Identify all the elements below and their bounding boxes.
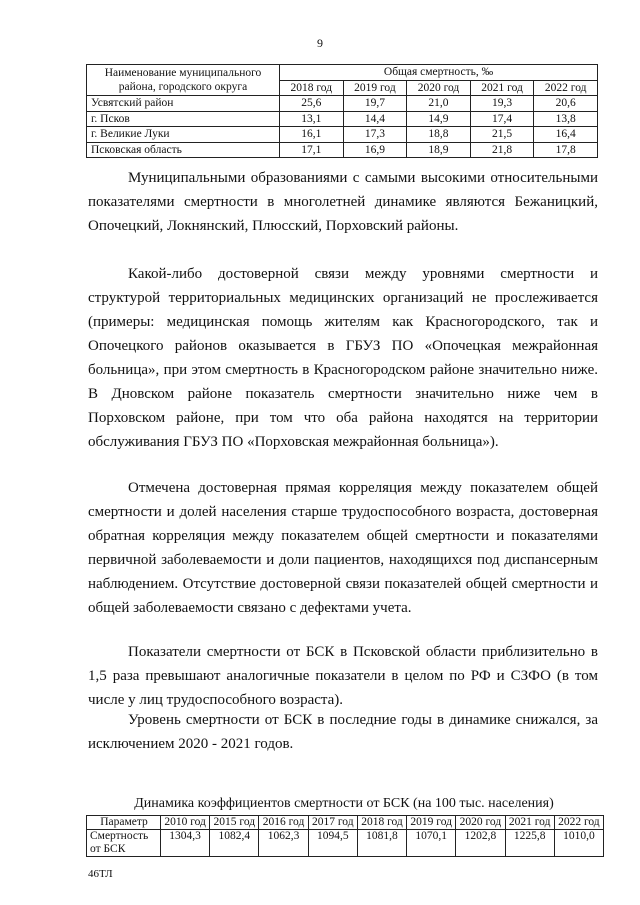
cell-value: 1070,1	[407, 830, 456, 857]
row-name: Псковская область	[87, 142, 280, 158]
cell-value: 16,9	[343, 142, 407, 158]
cell-value: 21,5	[470, 127, 534, 143]
cell-value: 21,0	[407, 96, 471, 112]
cell-value: 1225,8	[505, 830, 554, 857]
cell-value: 14,4	[343, 111, 407, 127]
year-header: 2020 год	[407, 80, 471, 96]
row-name: г. Псков	[87, 111, 280, 127]
row-name: Усвятский район	[87, 96, 280, 112]
cell-value: 14,9	[407, 111, 471, 127]
cell-value: 18,9	[407, 142, 471, 158]
cell-value: 13,8	[534, 111, 598, 127]
cell-value: 1081,8	[357, 830, 406, 857]
row-label: Смертность от БСК	[87, 830, 161, 857]
year-header: 2022 год	[534, 80, 598, 96]
year-header: 2015 год	[210, 816, 259, 830]
cell-value: 17,3	[343, 127, 407, 143]
table-row	[87, 111, 598, 127]
mortality-table	[86, 64, 598, 158]
year-header: 2019 год	[407, 816, 456, 830]
cell-value: 16,1	[280, 127, 344, 143]
year-header: 2016 год	[259, 816, 308, 830]
year-header: 2018 год	[280, 80, 344, 96]
name-header: Наименование муниципального района, городского округа	[87, 65, 280, 96]
year-header: 2018 год	[357, 816, 406, 830]
year-header: 2020 год	[456, 816, 505, 830]
cell-value: 18,8	[407, 127, 471, 143]
paragraph: Показатели смертности от БСК в Псковской области приблизительно в 1,5 раза превышают аналогичные показатели в целом по РФ и СЗФО (в том числе у лиц трудоспособного возраста).	[88, 644, 598, 708]
cell-value: 21,8	[470, 142, 534, 158]
bsk-mortality-table	[86, 815, 604, 857]
group-header: Общая смертность, ‰	[280, 65, 598, 81]
table-row	[87, 830, 604, 857]
cell-value: 16,4	[534, 127, 598, 143]
cell-value: 1094,5	[308, 830, 357, 857]
param-header: Параметр	[87, 816, 161, 830]
cell-value: 20,6	[534, 96, 598, 112]
cell-value: 19,7	[343, 96, 407, 112]
cell-value: 1304,3	[161, 830, 210, 857]
year-header: 2022 год	[554, 816, 603, 830]
year-header: 2010 год	[161, 816, 210, 830]
paragraph: Отмечена достоверная прямая корреляция между показателем общей смертности и долей населения старше трудоспособного возраста, достоверная обратная корреляция между показателем общей смертности и показателями первичной заболеваемости и доли пациентов, находящихся под диспансерным наблюдением. Отсутствие достоверной связи показателей общей смертности и общей заболеваемости связано с дефектами учета.	[88, 480, 598, 616]
row-name: г. Великие Луки	[87, 127, 280, 143]
year-header: 2021 год	[505, 816, 554, 830]
cell-value: 1202,8	[456, 830, 505, 857]
cell-value: 17,8	[534, 142, 598, 158]
cell-value: 1010,0	[554, 830, 603, 857]
paragraph: Муниципальными образованиями с самыми высокими относительными показателями смертности в многолетней динамике являются Бежаницкий, Опочецкий, Локнянский, Плюсский, Порховский районы.	[88, 170, 598, 234]
cell-value: 13,1	[280, 111, 344, 127]
year-header: 2019 год	[343, 80, 407, 96]
table-row	[87, 96, 598, 112]
cell-value: 19,3	[470, 96, 534, 112]
year-header: 2017 год	[308, 816, 357, 830]
year-header: 2021 год	[470, 80, 534, 96]
page-number: 9	[317, 36, 323, 50]
cell-value: 1082,4	[210, 830, 259, 857]
cell-value: 1062,3	[259, 830, 308, 857]
cell-value: 25,6	[280, 96, 344, 112]
table-row	[87, 142, 598, 158]
table-row	[87, 127, 598, 143]
footer-code: 46ТЛ	[88, 868, 113, 880]
paragraph: Какой-либо достоверной связи между уровнями смертности и структурой территориальных медицинских организаций не прослеживается (примеры: медицинская помощь жителям как Красногородского, так и Опочецкого районов оказывается в ГБУЗ ПО «Опочецкая межрайонная больница», при этом смертность в Красногородском районе значительно ниже. В Дновском районе показатель смертности значительно ниже чем в Порховском районе, при том что оба района находятся на территории обслуживания ГБУЗ ПО «Порховская межрайонная больница»).	[88, 266, 598, 450]
table-caption: Динамика коэффициентов смертности от БСК (на 100 тыс. населения)	[134, 796, 554, 811]
cell-value: 17,1	[280, 142, 344, 158]
cell-value: 17,4	[470, 111, 534, 127]
paragraph: Уровень смертности от БСК в последние годы в динамике снижался, за исключением 2020 - 2021 годов.	[88, 712, 598, 752]
